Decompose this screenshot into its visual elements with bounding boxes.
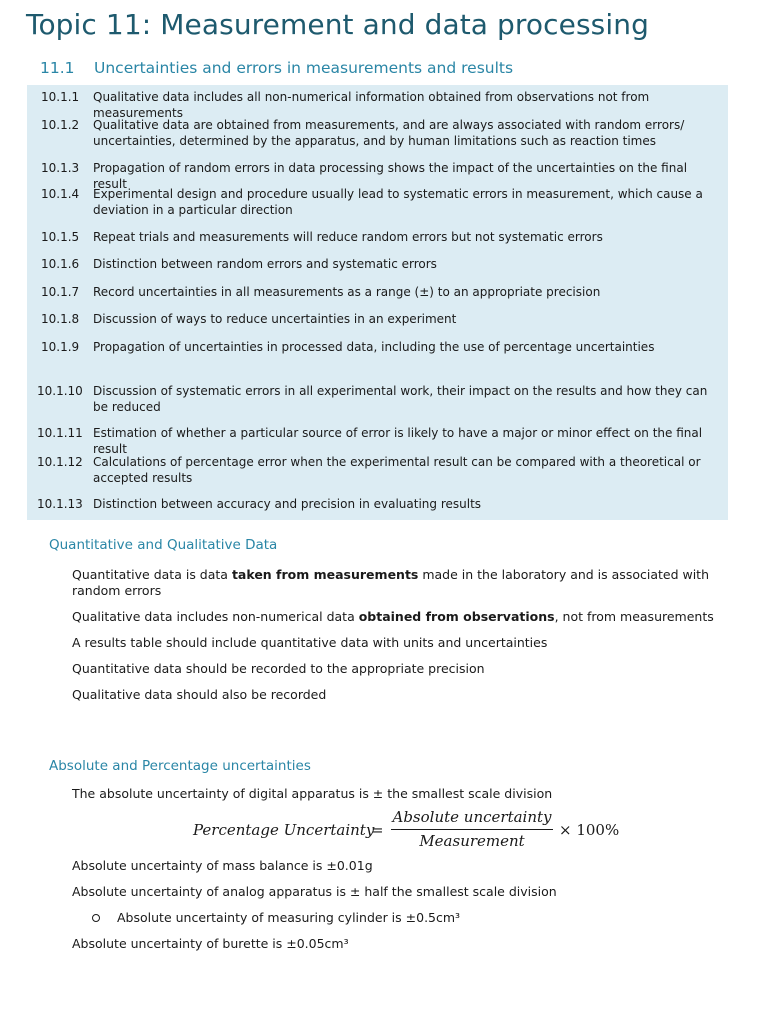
- outcome-text: Repeat trials and measurements will reduce random errors but not systematic errors: [93, 230, 603, 244]
- learning-outcomes-box: [27, 85, 728, 520]
- outcome-text: Estimation of whether a particular source of error is likely to have a major or minor effect on the final result: [93, 426, 703, 456]
- outcome-code: 10.1.12: [37, 455, 83, 469]
- outcome-code: 10.1.1: [41, 90, 80, 104]
- digital-uncertainty-note: The absolute uncertainty of digital apparatus is ± the smallest scale division: [72, 786, 553, 801]
- quantitative-definition: Quantitative data is data taken from measurements made in the laboratory and is associated with random errors: [72, 567, 710, 598]
- outcome-code: 10.1.11: [37, 426, 83, 440]
- qualitative-recorded-note: Qualitative data should also be recorded: [72, 687, 327, 702]
- analog-uncertainty-note: Absolute uncertainty of analog apparatus is ± half the smallest scale division: [72, 884, 557, 899]
- precision-note: Quantitative data should be recorded to the appropriate precision: [72, 661, 485, 676]
- outcome-code: 10.1.13: [37, 497, 83, 511]
- section-title: Uncertainties and errors in measurements and results: [94, 59, 514, 77]
- section-number: 11.1: [40, 59, 75, 77]
- formula-multiplier: × 100%: [559, 821, 620, 839]
- outcome-code: 10.1.8: [41, 312, 80, 326]
- outcome-code: 10.1.6: [41, 257, 80, 271]
- outcome-text: Calculations of percentage error when the experimental result can be compared with a theoretical or accepted results: [93, 455, 701, 485]
- formula-equals: =: [371, 821, 384, 839]
- outcome-code: 10.1.5: [41, 230, 80, 244]
- outcome-text: Distinction between accuracy and precision in evaluating results: [93, 497, 482, 511]
- formula-lhs: Percentage Uncertainty: [193, 821, 375, 839]
- outcome-text: Record uncertainties in all measurements as a range (±) to an appropriate precision: [93, 285, 601, 299]
- outcome-text: Propagation of uncertainties in processed data, including the use of percentage uncertainties: [93, 340, 655, 354]
- percentage-uncertainty-formula: [193, 806, 633, 854]
- outcome-code: 10.1.7: [41, 285, 80, 299]
- fraction-bar: [391, 829, 553, 830]
- outcome-text: Discussion of systematic errors in all experimental work, their impact on the results and how they can be reduced: [93, 384, 708, 414]
- burette-note: Absolute uncertainty of burette is ±0.05cm³: [72, 936, 349, 951]
- hollow-bullet-icon: [92, 914, 100, 922]
- outcome-code: 10.1.9: [41, 340, 80, 354]
- outcome-text: Qualitative data includes all non-numerical information obtained from observations not from measurements: [93, 90, 650, 120]
- outcome-code: 10.1.3: [41, 161, 80, 175]
- section-heading: [40, 59, 513, 77]
- outcome-code: 10.1.2: [41, 118, 80, 132]
- results-table-note: A results table should include quantitative data with units and uncertainties: [72, 635, 548, 650]
- outcome-text: Qualitative data are obtained from measurements, and are always associated with random errors/ uncertainties, determined by the apparatus, and by human limitations such as reaction times: [93, 118, 685, 148]
- formula-denominator: Measurement: [419, 832, 525, 850]
- bullet-text: Absolute uncertainty of measuring cylinder is ±0.5cm³: [117, 910, 461, 925]
- page-title: Topic 11: Measurement and data processing: [26, 8, 649, 41]
- outcome-code: 10.1.10: [37, 384, 83, 398]
- uncertainties-heading: Absolute and Percentage uncertainties: [49, 758, 311, 774]
- outcome-text: Discussion of ways to reduce uncertainties in an experiment: [93, 312, 457, 326]
- quantitative-qualitative-heading: Quantitative and Qualitative Data: [49, 537, 278, 553]
- outcome-text: Propagation of random errors in data processing shows the impact of the uncertainties on the final result: [93, 161, 688, 191]
- mass-balance-note: Absolute uncertainty of mass balance is ±0.01g: [72, 858, 373, 873]
- outcome-code: 10.1.4: [41, 187, 80, 201]
- formula-numerator: Absolute uncertainty: [392, 808, 552, 826]
- outcome-text: Experimental design and procedure usually lead to systematic errors in measurement, which cause a deviation in a particular direction: [93, 187, 703, 217]
- qualitative-definition: Qualitative data includes non-numerical data obtained from observations, not from measurements: [72, 609, 714, 624]
- formula-fraction: [391, 806, 553, 854]
- outcome-text: Distinction between random errors and systematic errors: [93, 257, 437, 271]
